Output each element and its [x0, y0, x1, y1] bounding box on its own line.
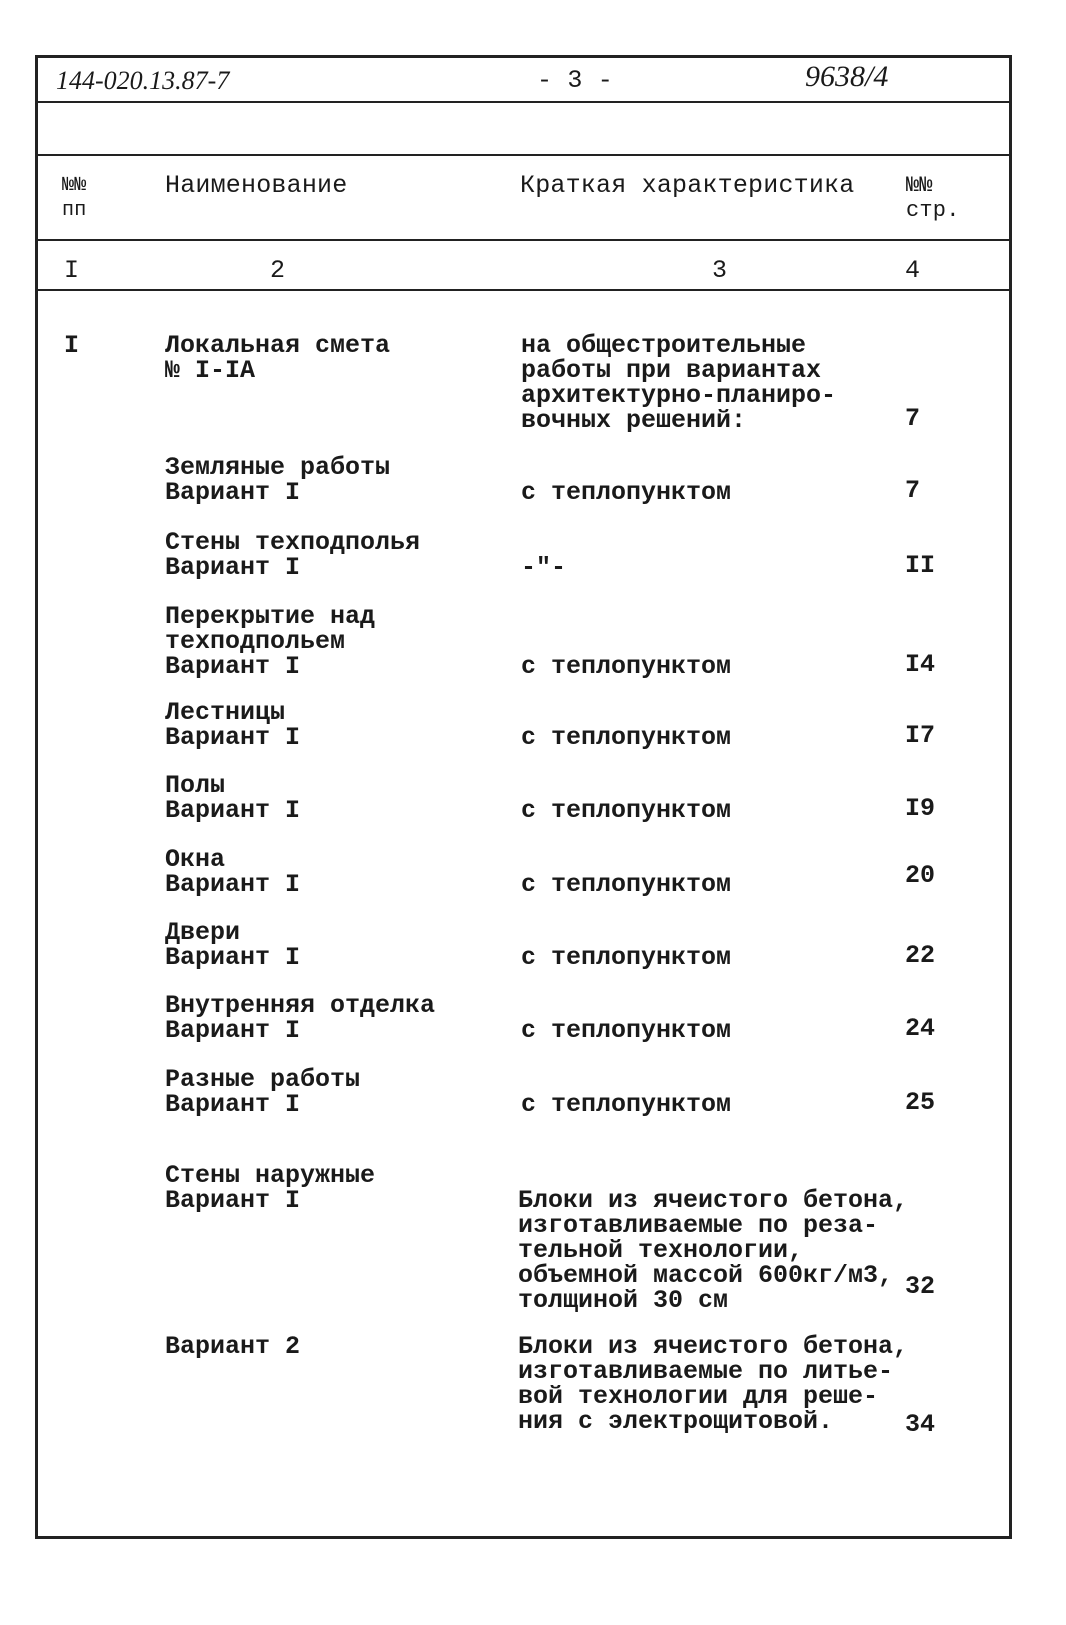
row-description-line: с теплопунктом — [521, 1090, 732, 1119]
row-description — [518, 1188, 908, 1313]
row-description-line: толщиной 30 см — [518, 1286, 729, 1315]
row-description-line: с теплопунктом — [521, 870, 732, 899]
row-name-line: Вариант I — [165, 723, 301, 752]
row-name — [165, 333, 390, 383]
row-page-line: II — [905, 551, 936, 580]
row-name — [165, 773, 300, 823]
row-description-line: с теплопунктом — [521, 1016, 732, 1045]
row-name-line: Внутренняя отделка — [165, 991, 436, 1020]
row-name-line: Вариант I — [165, 1090, 301, 1119]
row-description-line: на общестроительные — [521, 331, 807, 360]
row-page — [905, 723, 935, 748]
row-description-line: архитектурно-планиро- — [521, 381, 837, 410]
row-name-line: Разные работы — [165, 1065, 361, 1094]
row-name-line: Стены техподполья — [165, 528, 421, 557]
col-number-1: I — [64, 256, 80, 285]
row-description — [521, 1092, 731, 1117]
col-desc-header: Краткая характеристика — [520, 171, 855, 200]
row-name — [165, 920, 300, 970]
row-page-line: I7 — [905, 721, 936, 750]
row-description-line: изготавливаемые по литье- — [518, 1357, 894, 1386]
row-description — [521, 798, 731, 823]
row-page — [905, 553, 935, 578]
row-page-line: 7 — [905, 404, 921, 433]
row-description-line: с теплопунктом — [521, 796, 732, 825]
row-name — [165, 847, 300, 897]
row-name-line: Стены наружные — [165, 1161, 376, 1190]
row-page — [905, 478, 920, 503]
col-number-2: 2 — [270, 256, 286, 285]
row-name-line: Вариант I — [165, 553, 301, 582]
divider — [35, 239, 1009, 241]
row-name — [165, 604, 375, 679]
row-name-line: Лестницы — [165, 698, 286, 727]
page-number: - 3 - — [537, 66, 614, 95]
row-description-line: работы при вариантах — [521, 356, 822, 385]
row-page-line: 20 — [905, 860, 936, 890]
row-name-line: Земляные работы — [165, 453, 391, 482]
row-description-line: вочных решений: — [521, 406, 747, 435]
row-name — [165, 530, 420, 580]
row-name-line: Перекрытие над — [165, 602, 376, 631]
row-description-line: с теплопунктом — [521, 478, 732, 507]
row-page — [905, 943, 935, 968]
row-name-line: Вариант I — [165, 1016, 301, 1045]
row-name-line: Вариант I — [165, 796, 301, 825]
row-page-line: 24 — [905, 1014, 936, 1043]
row-page — [905, 1271, 936, 1301]
row-description-line: объемной массой 600кг/м3, — [518, 1261, 894, 1290]
row-description — [521, 333, 836, 433]
row-name — [165, 1067, 360, 1117]
row-name — [165, 993, 435, 1043]
divider — [35, 154, 1009, 156]
row-name-line: Вариант 2 — [165, 1332, 301, 1361]
row-page-line: 25 — [905, 1088, 936, 1117]
col-number-3: 3 — [712, 256, 728, 285]
row-description-line: изготавливаемые по реза- — [518, 1211, 879, 1240]
row-name — [165, 1163, 375, 1213]
row-name-line: Двери — [165, 918, 241, 947]
row-description-line: с теплопунктом — [521, 943, 732, 972]
col-name-header: Наименование — [165, 171, 348, 200]
row-page — [905, 860, 936, 890]
row-name — [165, 700, 300, 750]
row-page-line: I9 — [905, 794, 936, 823]
row-name-line: Вариант I — [165, 1186, 301, 1215]
col-number-4: 4 — [905, 256, 921, 285]
row-description — [521, 945, 731, 970]
row-page-line: 34 — [905, 1410, 936, 1439]
col-num-header: №№ пп — [62, 174, 87, 222]
doc-code: 144-020.13.87-7 — [56, 66, 230, 95]
row-description — [521, 480, 731, 505]
row-number — [64, 333, 79, 358]
row-page — [905, 1016, 935, 1041]
row-description — [521, 555, 566, 580]
row-description — [521, 725, 731, 750]
col-page-header: №№ стр. — [906, 173, 960, 223]
row-name — [165, 455, 390, 505]
row-page-line: I4 — [905, 650, 936, 679]
row-page-line: 32 — [905, 1271, 936, 1301]
row-description — [521, 1018, 731, 1043]
row-name-line: Окна — [165, 845, 226, 874]
row-page-line: 22 — [905, 941, 936, 970]
divider — [35, 101, 1009, 103]
divider — [35, 289, 1009, 291]
row-name — [165, 1334, 300, 1359]
row-name-line: № I-IA — [165, 356, 256, 385]
row-page — [905, 1412, 935, 1437]
row-page-line: 7 — [905, 476, 921, 505]
row-description-line: Блоки из ячеистого бетона, — [518, 1186, 909, 1215]
row-description-line: Блоки из ячеистого бетона, — [518, 1332, 909, 1361]
row-description — [521, 654, 731, 679]
row-description — [521, 872, 731, 897]
row-description-line: с теплопунктом — [521, 652, 732, 681]
row-number-line: I — [64, 331, 80, 360]
row-page — [905, 796, 935, 821]
row-page — [905, 1090, 935, 1115]
archive-number: 9638/4 — [805, 60, 889, 93]
row-name-line: Полы — [165, 771, 226, 800]
row-page — [905, 652, 935, 677]
row-name-line: Локальная смета — [165, 331, 391, 360]
row-description-line: ния с электрощитовой. — [518, 1407, 834, 1436]
row-name-line: Вариант I — [165, 652, 301, 681]
row-name-line: техподпольем — [165, 627, 346, 656]
row-name-line: Вариант I — [165, 478, 301, 507]
row-description-line: тельной технологии, — [518, 1236, 804, 1265]
row-description-line: вой технологии для реше- — [518, 1382, 879, 1411]
row-page — [905, 406, 920, 431]
row-description — [518, 1334, 908, 1434]
row-name-line: Вариант I — [165, 943, 301, 972]
row-description-line: -"- — [521, 553, 567, 582]
row-name-line: Вариант I — [165, 870, 301, 899]
row-description-line: с теплопунктом — [521, 723, 732, 752]
